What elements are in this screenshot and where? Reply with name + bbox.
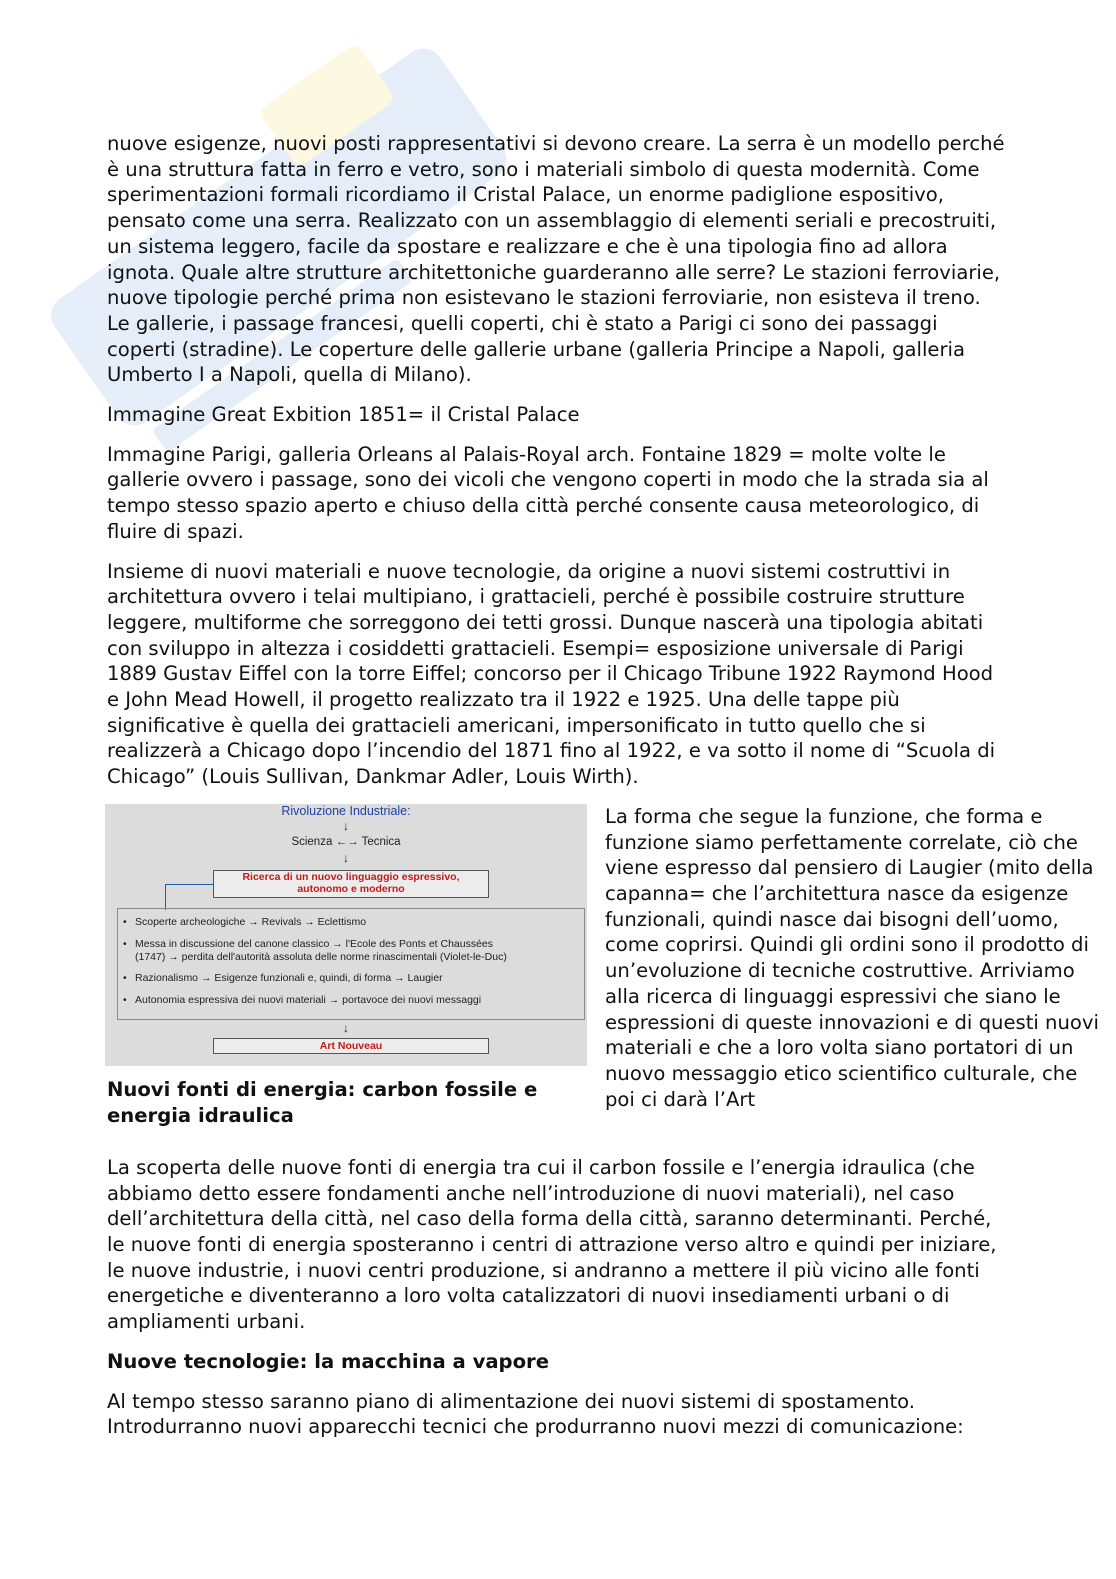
diagram-science-technique: [105, 836, 587, 848]
down-arrow-icon: ↓: [343, 818, 349, 833]
bullet-icon: •: [123, 915, 127, 928]
connector-line: [165, 884, 166, 910]
paragraph-steam: Al tempo stesso saranno piano di alimentazione dei nuovi sistemi di spostamento. Introdurranno nuovi apparecchi tecnici che produrranno nuovi mezzi di comunicazione:: [107, 1389, 964, 1439]
bullet-icon: •: [123, 993, 127, 1006]
red-box-line: Ricerca di un nuovo linguaggio espressivo,: [242, 870, 460, 883]
paragraph-cristal-palace: Immagine Great Exbition 1851= il Cristal Palace: [107, 403, 580, 427]
paragraph-galleria-orleans: Immagine Parigi, galleria Orleans al Palais-Royal arch. Fontaine 1829 = molte volte le gallerie ovvero i passage, sono dei vicoli che vengono coperti in modo che la strada sia al tempo stesso spazio aperto e chiuso della città perché consente causa meteorologico, di fluire di spazi.: [107, 442, 989, 543]
diagram-technique: Tecnica: [361, 835, 401, 848]
bullet-icon: •: [123, 937, 127, 950]
diagram-row-revivals: Scoperte archeologiche → Revivals → Eclettismo: [135, 915, 367, 928]
diagram-red-box: [213, 870, 489, 898]
diagram-row-razionalismo: Razionalismo → Esigenze funzionali e, quindi, di forma → Laugier: [135, 971, 443, 984]
double-arrow-icon: ←→: [335, 835, 359, 848]
diagram-art-nouveau: Art Nouveau: [213, 1038, 489, 1054]
connector-line: [165, 884, 213, 885]
paragraph-energy: La scoperta delle nuove fonti di energia tra cui il carbon fossile e l’energia idraulica (che abbiamo detto essere fondamenti anche nell’introduzione di nuovi materiali), nel caso dell’architettura della città, nel caso della forma della città, saranno determinanti. Perché, le nuove fonti di energia sposteranno i centri di attrazione verso altro e quindi per iniziare, le nuove industrie, i nuovi centri produzione, si andranno a mettere il più vicino alle fonti energetiche e diventeranno a loro volta catalizzatori di nuovi insediamenti urbani o di ampliamenti urbani.: [107, 1155, 997, 1334]
industrial-revolution-diagram: [105, 804, 587, 1066]
diagram-row-canone: Messa in discussione del canone classico → l'Ecole des Ponts et Chaussées: [135, 937, 494, 950]
paragraph-skyscrapers: Insieme di nuovi materiali e nuove tecnologie, da origine a nuovi sistemi costruttivi in architettura ovvero i telai multipiano, i grattacieli, perché è possibile costruire strutture leggere, multiforme che sorreggono dei tetti grossi. Dunque nascerà una tipologia abitati con sviluppo in altezza i cosiddetti grattacieli. Esempi= esposizione universale di Parigi 1889 Gustav Eiffel con la torre Eiffel; concorso per il Chicago Tribune 1922 Raymond Hood e John Mead Howell, il progetto realizzato tra il 1922 e 1925. Una delle tappe più significative è quella dei grattacieli americani, impersonificato in tutto quello che si realizzerà a Chicago dopo l’incendio del 1871 fino al 1922, e va sotto il nome di “Scuola di Chicago” (Louis Sullivan, Dankmar Adler, Louis Wirth).: [107, 559, 996, 789]
down-arrow-icon: ↓: [343, 1020, 349, 1035]
diagram-row-autonomia: Autonomia espressiva dei nuovi materiali → portavoce dei nuovi messaggi: [135, 993, 482, 1006]
diagram-row-canone-cont: (1747) → perdita dell'autorità assoluta delle norme rinascimentali (Violet-le-Duc): [135, 950, 507, 963]
side-paragraph-laugier: La forma che segue la funzione, che forma e funzione siamo perfettamente correlate, ciò che viene espresso dal pensiero di Laugier (mito della capanna= che l’architettura nasce da esigenze funzionali, quindi nasce dai bisogni dell’uomo, come coprirsi. Quindi gli ordini sono il prodotto di un’evoluzione di tecniche costruttive. Arriviamo alla ricerca di linguaggi espressivi che siano le espressioni di queste innovazioni e di questi nuovi materiali e che a loro volta siano portatori di un nuovo messaggio etico scientifico culturale, che poi ci darà l’Art: [605, 804, 1099, 1111]
heading-energy: Nuovi fonti di energia: carbon fossile e energia idraulica: [107, 1077, 538, 1127]
page-content: [107, 131, 1099, 1454]
figure-row: [107, 803, 1099, 1149]
down-arrow-icon: ↓: [343, 850, 349, 865]
diagram-science: Scienza: [291, 835, 333, 848]
heading-steam: Nuove tecnologie: la macchina a vapore: [107, 1349, 549, 1373]
red-box-line: autonomo e moderno: [297, 882, 405, 895]
paragraph-greenhouse: nuove esigenze, nuovi posti rappresentativi si devono creare. La serra è un modello perché è una struttura fatta in ferro e vetro, sono i materiali simbolo di questa modernità. Come sperimentazioni formali ricordiamo il Cristal Palace, un enorme padiglione espositivo, pensato come una serra. Realizzato con un assemblaggio di elementi seriali e precostruiti, un sistema leggero, facile da spostare e realizzare e che è una tipologia fino ad allora ignota. Quale altre strutture architettoniche guarderanno alle serre? Le stazioni ferroviarie, nuove tipologie perché prima non esistevano le stazioni ferroviarie, non esisteva il treno. Le gallerie, i passage francesi, quelli coperti, chi è stato a Parigi ci sono dei passaggi coperti (stradine). Le coperture delle gallerie urbane (galleria Principe a Napoli, galleria Umberto I a Napoli, quella di Milano).: [107, 132, 1005, 387]
bullet-icon: •: [123, 971, 127, 984]
diagram-title: Rivoluzione Industriale:: [281, 803, 411, 818]
